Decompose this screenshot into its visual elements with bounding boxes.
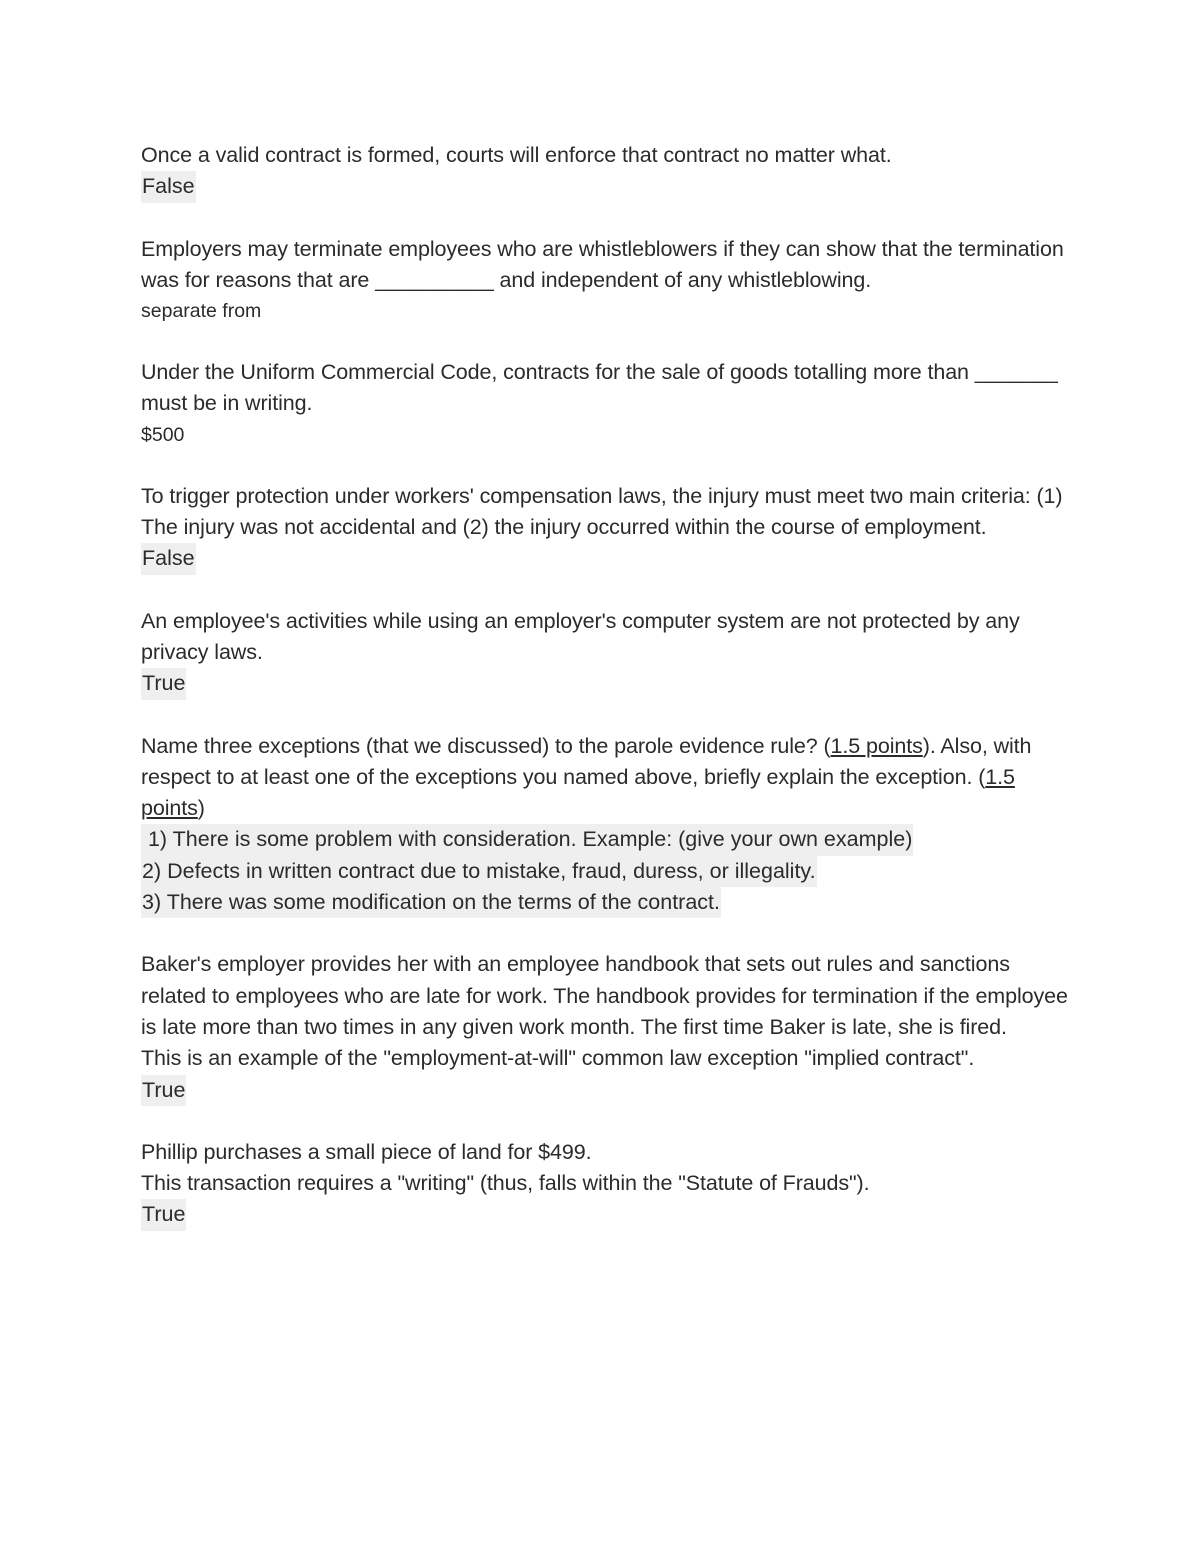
answer-text: False: [141, 171, 196, 202]
question-text-part-a: Name three exceptions (that we discussed) to the parole evidence rule? (: [141, 733, 831, 758]
answer-text: False: [141, 543, 196, 574]
question-text: Once a valid contract is formed, courts will enforce that contract no matter what.: [141, 143, 892, 167]
answer-line-3: 3) There was some modification on the terms of the contract.: [141, 887, 721, 918]
answer-text: separate from: [141, 300, 262, 323]
answer-line-1: 1) There is some problem with consideration. Example: (give your own example): [141, 824, 913, 855]
points-label: 1.5 points: [141, 764, 1015, 821]
question-text: Under the Uniform Commercial Code, contracts for the sale of goods totalling more than _______ must be in writing.: [141, 360, 1058, 416]
answer-text: True: [141, 668, 186, 699]
question-text: Baker's employer provides her with an employee handbook that sets out rules and sanctions related to employees who are late for work. The handbook provides for termination if the employee is late more than two times in any given work month. The first time Baker is late, she is fired.: [141, 952, 1068, 1039]
question-2: [141, 234, 1071, 327]
answer-text: True: [141, 1199, 186, 1230]
question-text-part-b: ). Also, with respect to at least one of the exceptions you named above, briefly explain the exception. (: [141, 733, 1032, 789]
question-text: [141, 731, 1071, 825]
question-text: An employee's activities while using an employer's computer system are not protected by any privacy laws.: [141, 608, 1020, 664]
question-statement: This is an example of the "employment-at-will" common law exception "implied contract".: [141, 1046, 975, 1071]
question-8: [141, 1137, 1071, 1231]
question-7: [141, 949, 1071, 1105]
question-3: [141, 357, 1071, 450]
answer-text: True: [141, 1075, 186, 1106]
document-page: [141, 140, 1071, 1262]
question-text: Phillip purchases a small piece of land for $499.: [141, 1139, 592, 1164]
answer-text: $500: [141, 423, 185, 446]
points-label: 1.5 points: [830, 733, 923, 758]
question-text: Employers may terminate employees who are whistleblowers if they can show that the termination was for reasons that are __________ and independent of any whistleblowing.: [141, 236, 1064, 292]
question-text-part-c: ): [197, 796, 205, 821]
question-4: [141, 481, 1071, 575]
question-5: [141, 606, 1071, 700]
question-6: [141, 731, 1071, 919]
question-statement: This transaction requires a "writing" (thus, falls within the "Statute of Frauds").: [141, 1171, 870, 1196]
answer-line-2: 2) Defects in written contract due to mistake, fraud, duress, or illegality.: [141, 856, 817, 887]
question-1: [141, 140, 1071, 203]
question-text: To trigger protection under workers' compensation laws, the injury must meet two main criteria: (1) The injury was not accidental and (2) the injury occurred within the course of employment.: [141, 483, 1063, 540]
